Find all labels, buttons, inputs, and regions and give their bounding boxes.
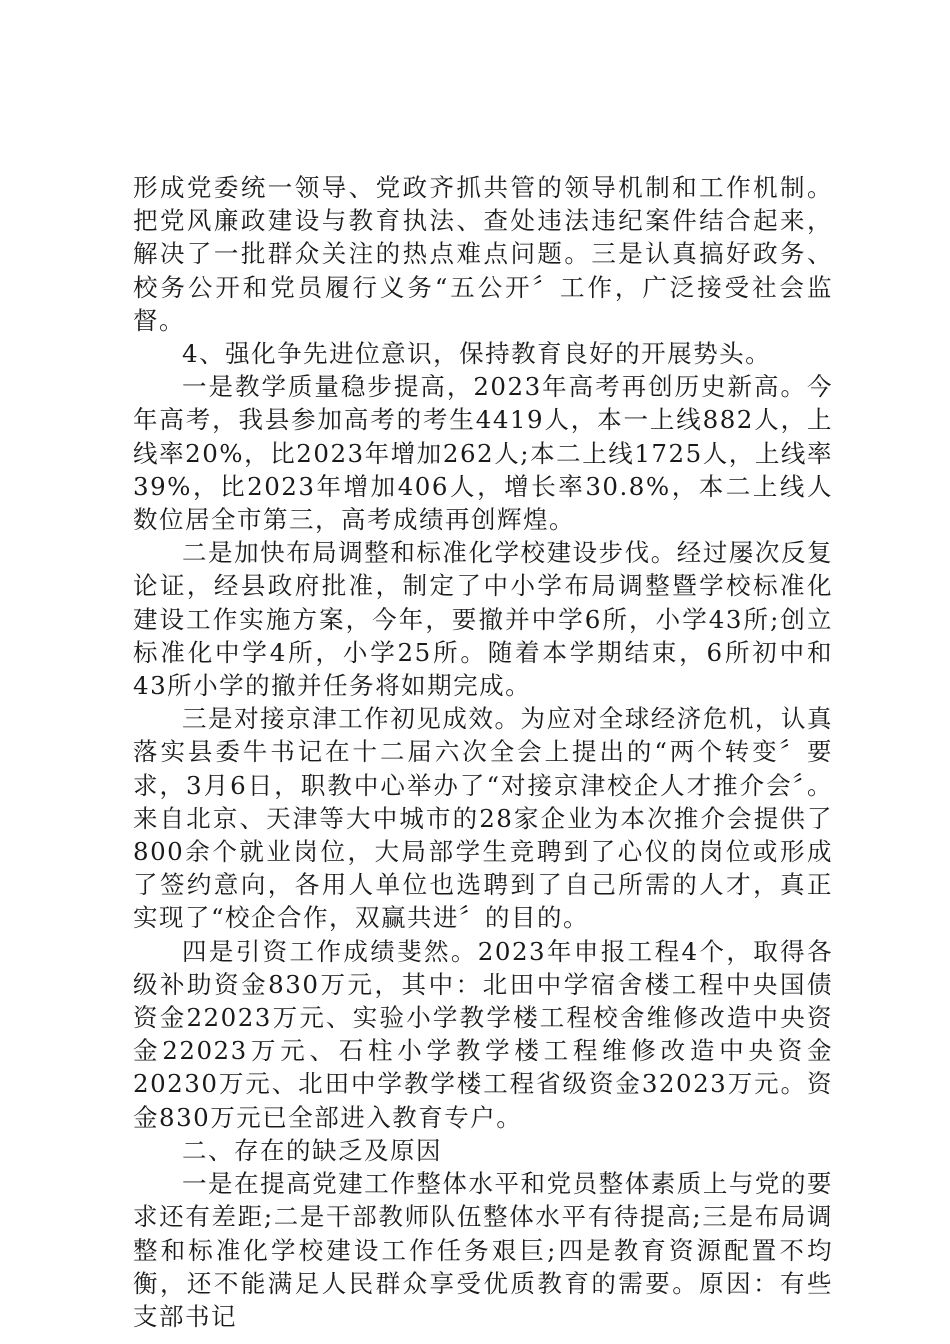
- paragraph-funding: 四是引资工作成绩斐然。2023年申报工程4个，取得各级补助资金830万元，其中：北田中学宿舍楼工程中央国债资金22023万元、实验小学教学楼工程校舍维修改造中央资金22023万元、石柱小学教学楼工程维修改造中央资金20230万元、北田中学教学楼工程省级资金32023万元。资金830万元已全部进入教育专户。: [133, 936, 833, 1132]
- paragraph-school-layout: 二是加快布局调整和标准化学校建设步伐。经过屡次反复论证，经县政府批准，制定了中小学布局调整暨学校标准化建设工作实施方案，今年，要撤并中学6所，小学43所;创立标准化中学4所，小学25所。随着本学期结束，6所初中和43所小学的撤并任务将如期完成。: [133, 538, 833, 701]
- section-heading-shortcomings: 二、存在的缺乏及原因: [182, 1135, 442, 1165]
- paragraph-beijing-tianjin: 三是对接京津工作初见成效。为应对全球经济危机，认真落实县委牛书记在十二届六次全会上提出的“两个转变〞要求，3月6日，职教中心举办了“对接京津校企人才推介会〞。来自北京、天津等大中城市的28家企业为本次推介会提供了800余个就业岗位，大局部学生竞聘到了心仪的岗位或形成了签约意向，各用人单位也选聘到了自己所需的人才，真正实现了“校企合作，双赢共进〞的目的。: [133, 704, 833, 933]
- paragraph-exam-results: 一是教学质量稳步提高，2023年高考再创历史新高。今年高考，我县参加高考的考生4419人，本一上线882人，上线率20%，比2023年增加262人;本二上线1725人，上线率39%，比2023年增加406人，增长率30.8%，本二上线人数位居全市第三，高考成绩再创辉煌。: [133, 372, 833, 535]
- section-heading-4: 4、强化争先进位意识，保持教育良好的开展势头。: [182, 339, 772, 369]
- document-body: [133, 171, 833, 1333]
- paragraph-continuation: 形成党委统一领导、党政齐抓共管的领导机制和工作机制。把党风廉政建设与教育执法、查处违法违纪案件结合起来，解决了一批群众关注的热点难点问题。三是认真搞好政务、校务公开和党员履行义务“五公开〞工作，广泛接受社会监督。: [133, 173, 833, 335]
- paragraph-shortcomings: 一是在提高党建工作整体水平和党员整体素质上与党的要求还有差距;二是干部教师队伍整体水平有待提高;三是布局调整和标准化学校建设工作任务艰巨;四是教育资源配置不均衡，还不能满足人民群众享受优质教育的需要。原因：有些支部书记: [133, 1169, 833, 1331]
